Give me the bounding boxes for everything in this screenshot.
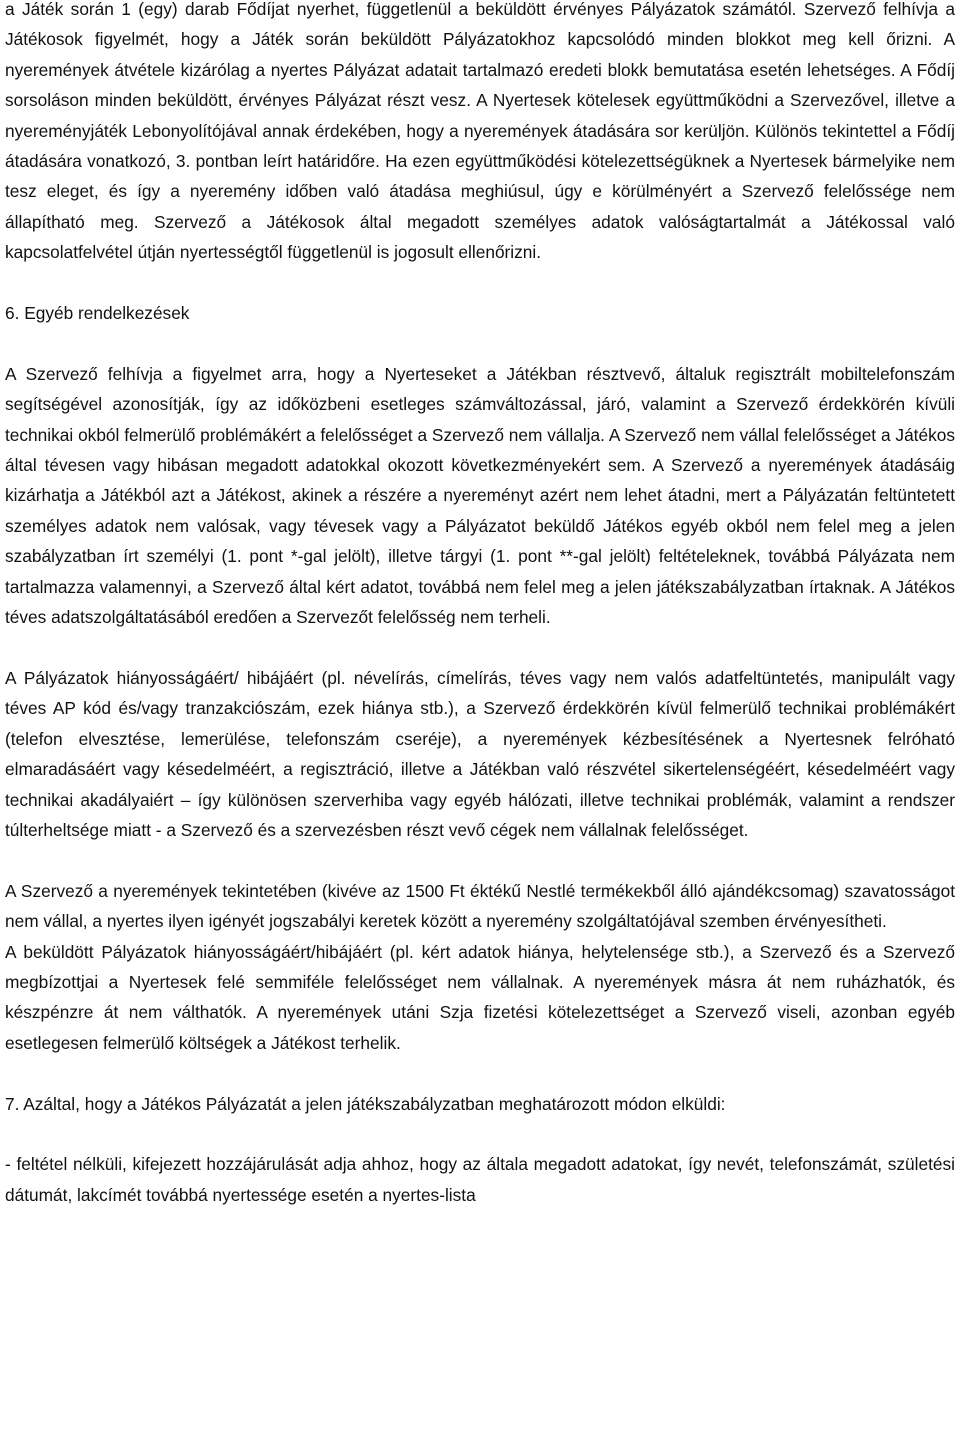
- paragraph-organizer-liability: A Szervező felhívja a figyelmet arra, hogy a Nyerteseket a Játékban résztvevő, általuk regisztrált mobiltelefonszám segítségével azonosítják, így az időközbeni esetleges számváltozással, járó, valamint a Szervező érdekkörén kívüli technikai okból felmerülő problémákért a felelősséget a Szervező nem vállalja. A Szervező nem vállal felelősséget a Játékos által tévesen vagy hibásan megadott adatokkal okozott következményekért sem. A Szervező a nyeremények átadásáig kizárhatja a Játékból azt a Játékost, akinek a részére a nyereményt azért nem lehet átadni, mert a Pályázatán feltüntetett személyes adatok nem valósak, vagy tévesek vagy a Pályázatot beküldő Játékos egyéb okból nem felel meg a jelen szabályzatban írt személyi (1. pont *-gal jelölt), illetve tárgyi (1. pont **-gal jelölt) feltételeknek, továbbá Pályázata nem tartalmazza valamennyi, a Szervező által kért adatot, továbbá nem felel meg a jelen játékszabályzatban írtaknak. A Játékos téves adatszolgáltatásából eredően a Szervezőt felelősség nem terheli.: [5, 363, 955, 628]
- paragraph-prize-rules: a Játék során 1 (egy) darab Fődíjat nyerhet, függetlenül a beküldött érvényes Pályázatok számától. Szervező felhívja a Játékosok figyelmét, hogy a Játék során beküldött Pályázatokhoz kapcsolódó minden blokkot meg kell őrizni. A nyeremények átvétele kizárólag a nyertes Pályázat adatait tartalmazó eredeti blokk bemutatása esetén lehetséges. A Fődíj sorsoláson minden beküldött, érvényes Pályázat részt vesz. A Nyertesek kötelesek együttműködni a Szervezővel, illetve a nyereményjáték Lebonyolítójával annak érdekében, hogy a nyeremények átadására sor kerüljön. Különös tekintettel a Fődíj átadására vonatkozó, 3. pontban leírt határidőre. Ha ezen együttműködési kötelezettségüknek a Nyertesek bármelyike nem tesz eleget, és így a nyeremény időben való átadása meghiúsul, úgy e körülményért a Szervező felelőssége nem állapítható meg. Szervező a Játékosok által megadott személyes adatok valóságtartalmát a Játékossal való kapcsolatfelvétel útján nyertességtől függetlenül is jogosult ellenőrizni.: [5, 0, 955, 263]
- section-heading-6: 6. Egyéb rendelkezések: [5, 303, 190, 324]
- document-page: [5, 0, 955, 1210]
- paragraph-submitted-applications: A beküldött Pályázatok hiányosságáért/hibájáért (pl. kért adatok hiánya, helytelensége stb.), a Szervező és a Szervező megbízottjai a Nyertesek felé semmiféle felelősséget nem vállalnak. A nyeremények másra át nem ruházhatók, és készpénzre át nem válthatók. A nyeremények utáni Szja fizetési kötelezettséget a Szervező viseli, azonban egyéb esetlegesen felmerülő költségek a Játékost terhelik.: [5, 941, 955, 1053]
- paragraph-consent: - feltétel nélküli, kifejezett hozzájárulását adja ahhoz, hogy az általa megadott adatokat, így nevét, telefonszámát, születési dátumát, lakcímét továbbá nyertessége esetén a nyertes-lista: [5, 1154, 955, 1205]
- paragraph-application-defects: A Pályázatok hiányosságáért/ hibájáért (pl. névelírás, címelírás, téves vagy nem valós adatfeltüntetés, manipulált vagy téves AP kód és/vagy tranzakciószám, ezek hiánya stb.), a Szervező érdekkörén kívül felmerülő technikai problémákért (telefon elvesztése, lemerülése, telefonszám cseréje), a nyeremények kézbesítésének a Nyertesnek felróható elmaradásáért vagy késedelméért, a regisztráció, illetve a Játékban való részvétel sikertelenségéért, késedelméért vagy technikai akadályaiért – így különösen szerverhiba vagy egyéb hálózati, illetve technikai problémák, valamint a rendszer túlterheltsége miatt - a Szervező és a szervezésben részt vevő cégek nem vállalnak felelősséget.: [5, 667, 955, 840]
- paragraph-warranty: A Szervező a nyeremények tekintetében (kivéve az 1500 Ft éktékű Nestlé termékekből álló ajándékcsomag) szavatosságot nem vállal, a nyertes ilyen igényét jogszabályi keretek között a nyeremény szolgáltatójával szemben érvényesítheti.: [5, 880, 955, 932]
- section-heading-7: 7. Azáltal, hogy a Játékos Pályázatát a jelen játékszabályzatban meghatározott módon elküldi:: [5, 1093, 726, 1114]
